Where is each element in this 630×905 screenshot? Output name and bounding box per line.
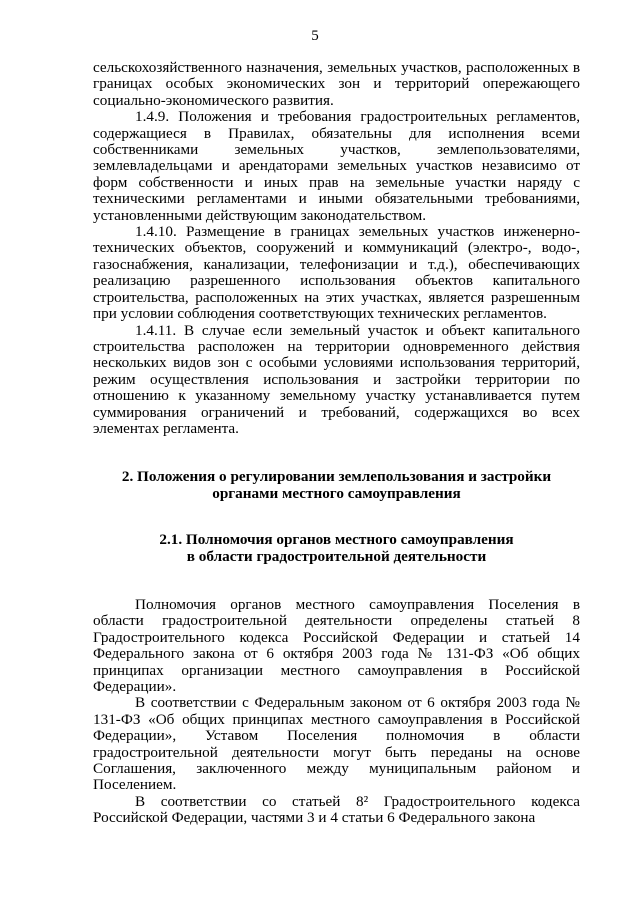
subsection-heading-line-1: 2.1. Полномочия органов местного самоуправления — [159, 531, 514, 549]
document-body — [93, 60, 580, 827]
paragraph-continuation: сельскохозяйственного назначения, земельных участков, расположенных в границах особых экономических зон и территорий опережающего социально-экономического развития. — [93, 59, 580, 109]
paragraph-1-4-10: 1.4.10. Размещение в границах земельных участков инженерно-технических объектов, сооружений и коммуникаций (электро-, водо-, газоснабжения, канализации, телефонизации и т.д.), обеспечивающих реализацию разрешенного использования объектов капитального строительства, расположенных на этих участках, является разрешенным при условии соблюдения соответствующих технических регламентов. — [93, 223, 580, 323]
paragraph-article-8-2: В соответствии со статьей 8² Градостроительного кодекса Российской Федерации, частями 3 и 4 статьи 6 Федерального закона — [93, 792, 580, 827]
page-number: 5 — [311, 28, 319, 44]
section-heading — [93, 469, 580, 502]
paragraph-1-4-11: 1.4.11. В случае если земельный участок и объект капитального строительства расположен на территории одновременного действия нескольких видов зон с особыми условиями использования территорий, режим осуществления использования и застройки территории по отношению к указанному земельному участку устанавливается путем суммирования ограничений и требований, содержащихся во всех элементах регламента. — [93, 321, 580, 437]
subsection-heading-line-2: в области градостроительной деятельности — [186, 547, 487, 565]
paragraph-authority: Полномочия органов местного самоуправления Поселения в области градостроительной деятельности определены статьей 8 Градостроительного кодекса Российской Федерации и статьей 14 Федерального закона от 6 октября 2003 года № 131-ФЗ «Об общих принципах организации местного самоуправления в Российской Федерации». — [93, 595, 580, 695]
paragraph-1-4-9: 1.4.9. Положения и требования градостроительных регламентов, содержащиеся в Правилах, обязательны для исполнения всеми собственниками земельных участков, землепользователями, землевладельцами и арендаторами земельных участков независимо от форм собственности и иных прав на земельные участки наряду с техническими регламентами и иными обязательными требованиями, установленными действующим законодательством. — [93, 108, 580, 224]
subsection-heading — [93, 532, 580, 565]
paragraph-federal-law: В соответствии с Федеральным законом от 6 октября 2003 года № 131-ФЗ «Об общих принципах местного самоуправления в Российской Федерации», Уставом Поселения полномочия в области градостроительной деятельности могут быть переданы на основе Соглашения, заключенного между муниципальным районом и Поселением. — [93, 694, 580, 794]
section-heading-line-2: органами местного самоуправления — [212, 484, 461, 502]
section-heading-line-1: 2. Положения о регулировании землепользования и застройки — [121, 468, 552, 486]
